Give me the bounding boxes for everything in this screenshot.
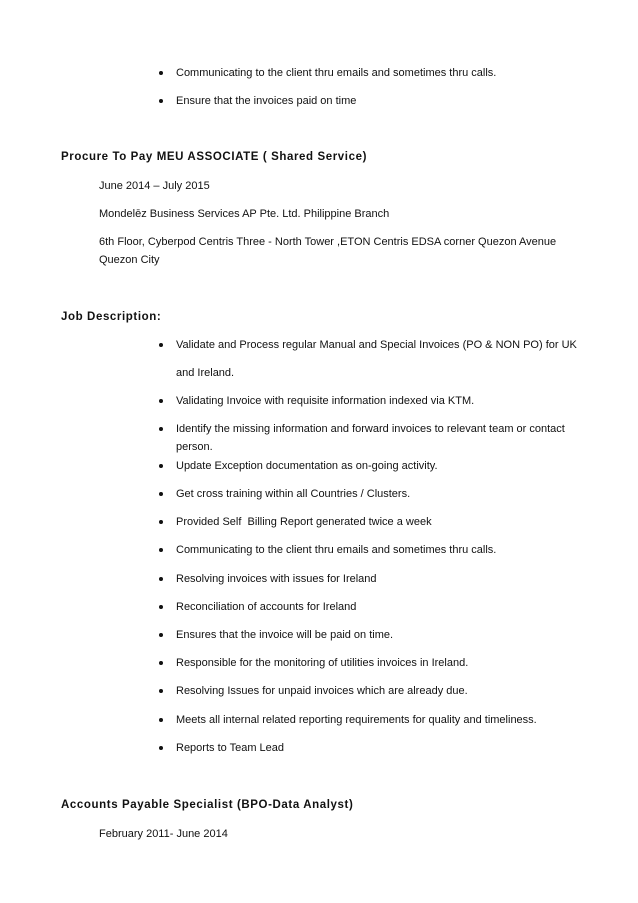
company-address-line1: 6th Floor, Cyberpod Centris Three - North Tower ,ETON Centris EDSA corner Quezon Avenue bbox=[99, 236, 557, 248]
bullet-icon bbox=[159, 99, 163, 103]
bullet-icon bbox=[159, 689, 163, 693]
resume-page: Communicating to the client thru emails and sometimes thru calls. Ensure that the invoices paid on time Procure To Pay MEU ASSOCIATE ( Shared Service) June 2014 – July 2015 Mondelēz Business Services AP Pte. Ltd. Philippine Branch 6th Floor, Cyberpod Centris Three - North Tower ,ETON Centris EDSA corner Quezon Avenue Quezon City Job Description: Validate and Process regular Manual and Special Invoices (PO & NON PO) for UK and Ireland. Validating Invoice with requisite information indexed via KTM. Identify the missing information and forward invoices to relevant team or contact person. Update Exception documentation as on-going activity. Get cross training within all Countries / Clusters. Provided Self Billing Report generated twice a week Communicating to the client thru emails and sometimes thru calls. Resolving invoices with issues for Ireland Reconciliation of accounts for Ireland Ensures that the invoice will be paid on time. Responsible for the monitoring of utilities invoices in Ireland. Resolving Issues for unpaid invoices which are already due. Meets all internal related reporting requirements for quality and timeliness. Reports to Team Lead Accounts Payable Specialist (BPO-Data Analyst) February 2011- June 2014 bbox=[0, 0, 638, 903]
bullet-icon bbox=[159, 492, 163, 496]
bullet-icon bbox=[159, 343, 163, 347]
bullet-icon bbox=[159, 464, 163, 468]
job-dates: June 2014 – July 2015 bbox=[99, 180, 210, 192]
bullet-icon bbox=[159, 520, 163, 524]
bullet-icon bbox=[159, 718, 163, 722]
bullet-icon bbox=[159, 548, 163, 552]
job-title-heading: Procure To Pay MEU ASSOCIATE ( Shared Service) bbox=[61, 151, 368, 163]
bullet-icon bbox=[159, 577, 163, 581]
company-address-line2: Quezon City bbox=[99, 254, 160, 266]
bullet-icon bbox=[159, 427, 163, 431]
job-dates-2: February 2011- June 2014 bbox=[99, 828, 228, 840]
bullet-icon bbox=[159, 605, 163, 609]
bullet-icon bbox=[159, 661, 163, 665]
job-description-heading: Job Description: bbox=[61, 311, 162, 323]
job-title-heading-2: Accounts Payable Specialist (BPO-Data Analyst) bbox=[61, 799, 354, 811]
bullet-icon bbox=[159, 399, 163, 403]
bullet-icon bbox=[159, 71, 163, 75]
company-name: Mondelēz Business Services AP Pte. Ltd. Philippine Branch bbox=[99, 208, 390, 220]
bullet-icon bbox=[159, 633, 163, 637]
bullet-icon bbox=[159, 746, 163, 750]
